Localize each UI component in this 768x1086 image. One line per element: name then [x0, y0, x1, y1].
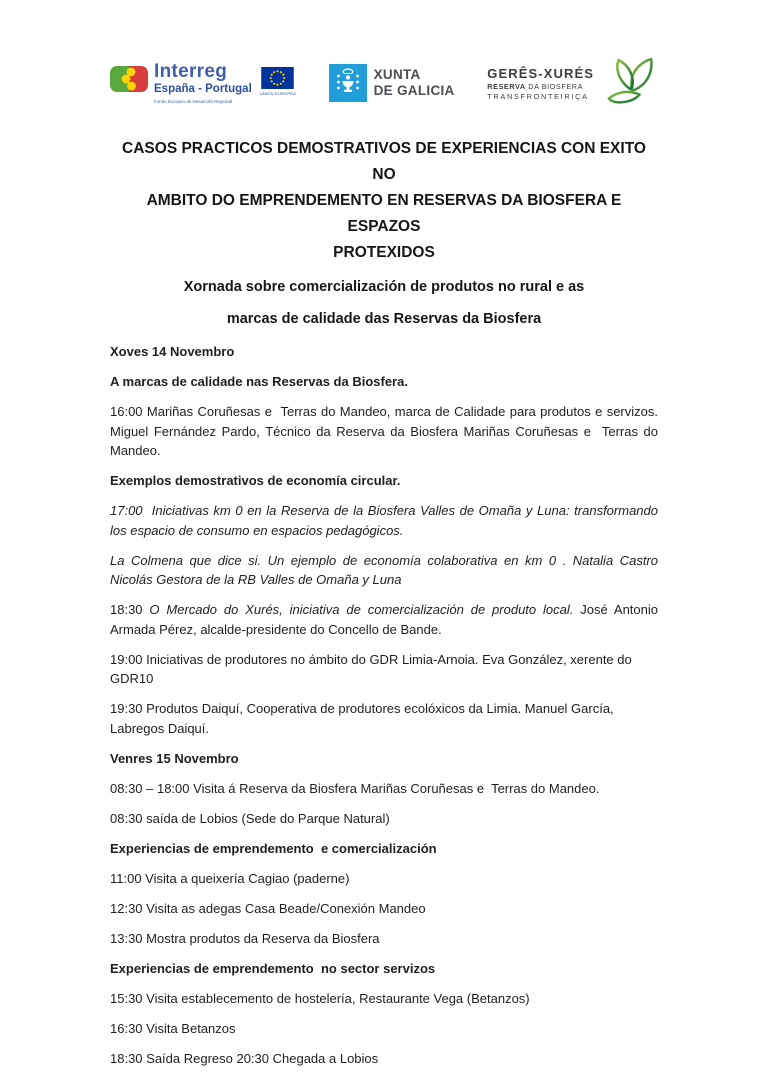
xunta-text — [374, 67, 455, 98]
agenda-text-run: 17:00 Iniciativas km 0 en la Reserva de la Biosfera Valles de Omaña y Luna: transformando los espacio de consumo en espacios pedagógicos. — [110, 503, 662, 538]
agenda-paragraph — [110, 699, 658, 738]
interreg-tagline-text: Fondo Europeo de Desarrollo Regional — [154, 99, 233, 105]
interreg-logo — [110, 62, 296, 105]
agenda-text-run: Exemplos demostrativos de economía circular. — [110, 473, 401, 488]
agenda-text-run: 12:30 Visita as adegas Casa Beade/Conexión Mandeo — [110, 900, 426, 916]
agenda-heading — [110, 372, 658, 392]
interreg-brand-text: Interreg — [154, 60, 228, 82]
agenda-text-run: O Mercado do Xurés, iniciativa de comercialización de produto local. — [149, 602, 574, 617]
agenda-heading — [110, 959, 658, 979]
agenda-paragraph — [110, 402, 662, 461]
agenda-text-run: Xoves 14 Novembro — [110, 344, 235, 359]
interreg-region-text: España - Portugal — [154, 83, 252, 96]
agenda-text-run: A marcas de calidade nas Reservas da Biosfera. — [110, 374, 408, 389]
document-title — [110, 136, 658, 266]
agenda-text-run: 18:30 — [110, 602, 150, 617]
agenda-text-run: 11:00 Visita a queixería Cagiao (paderne) — [110, 870, 350, 886]
agenda-text-run: 15:30 Visita establecemento de hostelería, Restaurante Vega (Betanzos) — [110, 990, 530, 1006]
agenda-paragraph — [110, 869, 658, 889]
geres-subtitle-text — [487, 82, 594, 91]
agenda-text-run: 08:30 saída de Lobios (Sede do Parque Natural) — [110, 810, 390, 826]
agenda-paragraph — [110, 1019, 658, 1039]
agenda-paragraph — [110, 650, 658, 689]
logo-header — [110, 46, 658, 120]
eu-label-text: UNIÓN EUROPEA — [259, 90, 296, 96]
agenda-text-run: 18:30 Saída Regreso 20:30 Chegada a Lobios — [110, 1050, 379, 1066]
agenda-paragraph — [110, 899, 658, 919]
geres-xures-logo — [487, 56, 658, 110]
agenda-heading — [110, 839, 658, 859]
xunta-line2: DE GALICIA — [373, 83, 455, 98]
geres-title-text: GERÊS-XURÉS — [487, 65, 594, 81]
agenda-text-run: 16:00 Mariñas Coruñesas e Terras do Mandeo, marca de Calidade para produtos e servizos. Miguel Fernández Pardo, Técnico da Reserva da Biosfera Mariñas Coruñesas e Terras do Mandeo. — [110, 404, 662, 458]
document-subtitle-line2: marcas de calidade das Reservas da Biosfera — [226, 311, 542, 327]
agenda-text-run: 19:30 Produtos Daiquí, Cooperativa de produtores ecolóxicos da Limia. Manuel García, Labregos Daiquí. — [110, 701, 618, 736]
agenda-heading — [110, 471, 658, 491]
agenda-paragraph — [110, 779, 658, 799]
agenda — [110, 342, 662, 1068]
agenda-paragraph — [110, 551, 662, 590]
agenda-text-run: José Antonio Armada Pérez, alcalde-presidente do Concello de Bande. — [110, 602, 661, 637]
agenda-text-run: Experiencias de emprendemento no sector servizos — [110, 960, 436, 976]
agenda-heading — [110, 342, 658, 362]
agenda-paragraph — [110, 600, 661, 639]
document-title-line3: PROTEXIDOS — [333, 244, 435, 261]
agenda-text-run: 16:30 Visita Betanzos — [110, 1020, 236, 1036]
agenda-paragraph — [110, 501, 662, 540]
agenda-paragraph — [110, 1049, 658, 1069]
agenda-text-run: Venres 15 Novembro — [110, 750, 239, 766]
agenda-text-run: Experiencias de emprendemento e comercialización — [110, 840, 437, 856]
leaf-icon — [600, 56, 658, 110]
geres-reserva-text: RESERVA — [487, 81, 526, 91]
agenda-text-run: 19:00 Iniciativas de produtores no ámbito do GDR Limia-Arnoia. Eva González, xerente do GDR10 — [110, 651, 636, 686]
agenda-heading — [110, 749, 658, 769]
document-title-line1: CASOS PRACTICOS DEMOSTRATIVOS DE EXPERIENCIAS CON EXITO NO — [122, 140, 646, 183]
xunta-line1: XUNTA — [373, 67, 421, 83]
agenda-paragraph — [110, 929, 658, 949]
interreg-text — [154, 62, 252, 105]
agenda-paragraph — [110, 989, 658, 1009]
interreg-logo-main — [110, 62, 252, 105]
document-title-line2: AMBITO DO EMPRENDEMENTO EN RESERVAS DA BIOSFERA E ESPAZOS — [146, 192, 622, 235]
eu-flag-block — [260, 67, 296, 96]
geres-transfronteirica-text: TRANSFRONTEIRIÇA — [487, 91, 589, 101]
agenda-text-run: 13:30 Mostra produtos da Reserva da Biosfera — [110, 930, 380, 946]
agenda-text-run: 08:30 – 18:00 Visita á Reserva da Biosfera Mariñas Coruñesas e Terras do Mandeo. — [110, 780, 600, 796]
geres-text — [487, 66, 594, 101]
geres-biosfera-text: DA BIOSFERA — [525, 81, 583, 91]
xunta-logo — [329, 64, 455, 102]
agenda-paragraph — [110, 809, 658, 829]
xunta-emblem-icon — [329, 64, 367, 102]
agenda-text-run: La Colmena que dice si. Un ejemplo de economía colaborativa en km 0 . Natalia Castro Nicolás Gestora de la RB Valles de Omaña y Luna — [110, 552, 662, 587]
eu-flag-icon — [261, 67, 294, 89]
document-subtitle-line1: Xornada sobre comercialización de produtos no rural e as — [183, 279, 585, 295]
interreg-symbol-icon — [110, 66, 148, 92]
